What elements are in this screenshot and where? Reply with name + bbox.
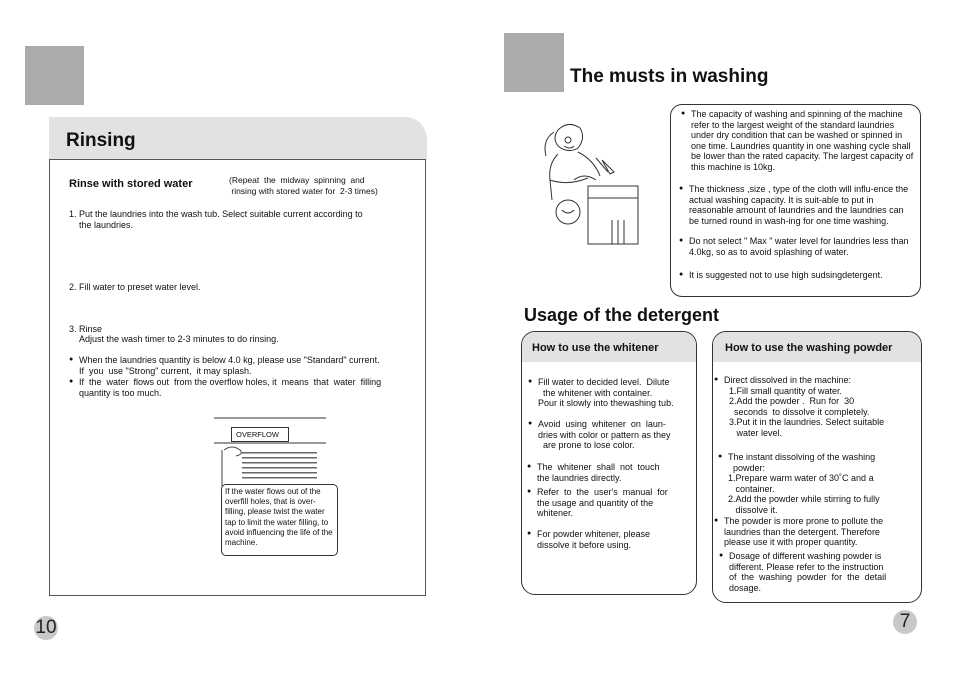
right-page-number: 7: [899, 611, 911, 632]
rinse-step-3-title: 3. Rinse: [69, 324, 103, 334]
rinsing-title: Rinsing: [66, 130, 136, 151]
musts-item-max-level: ● Do not select " Max " water level for laundries less than 4.0kg, so as to avoid splashing of water.: [689, 236, 911, 257]
rinse-bullet-overflow: ● If the water flows out from the overflow holes, it means that water filling quantity is too much.: [79, 377, 381, 398]
right-gray-square: [504, 33, 564, 92]
powder-item-pollute: ● The powder is more prone to pollute the laundries than the detergent. Therefore please use it with proper quantity.: [724, 516, 883, 548]
rinse-bullet-standard-current: ● When the laundries quantity is below 4.0 kg, please use "Standard" current. If you use "Strong" current, it may splash.: [79, 355, 380, 376]
left-page-number: 10: [35, 617, 57, 638]
rinse-step-1: 1. Put the laundries into the wash tub. Select suitable current according to the laundries.: [69, 209, 363, 230]
powder-header: How to use the washing powder: [725, 342, 893, 354]
musts-item-sudsing: ● It is suggested not to use high sudsingdetergent.: [689, 270, 917, 281]
rinse-repeat-note: (Repeat the midway spinning and rinsing with stored water for 2-3 times): [229, 175, 378, 196]
musts-title: The musts in washing: [570, 66, 769, 87]
rinse-step-3-body: Adjust the wash timer to 2-3 minutes to do rinsing.: [79, 334, 279, 344]
powder-item-instant: ● The instant dissolving of the washing powder: 1.Prepare warm water of 30˚C and a container. 2.Add the powder while stirring to fully dissolve it.: [728, 452, 880, 515]
powder-item-direct: ● Direct dissolved in the machine: 1.Fill small quantity of water. 2.Add the powder . Run for 30 seconds to dissolve it completely. 3.Put it in the laundries. Select suitable water level.: [724, 375, 884, 438]
right-page-number-circle: [893, 610, 917, 634]
whitener-item-not-touch: ● The whitener shall not touch the laundries directly.: [537, 462, 660, 483]
musts-item-capacity: ● The capacity of washing and spinning of the machine refer to the largest weight of the standard laundries under dry condition that can be washed or spinned in one time. Laundries quantity in one washing cycle shall be lower than the rated capacity. The largest capacity of this machine is 10kg.: [691, 109, 915, 172]
musts-item-thickness: ● The thickness ,size , type of the cloth will influ-ence the actual washing capacity. It is suit-able to put in reasonable amount of laundries and the laundries can be turned round in wash-ing for one time washing.: [689, 184, 915, 226]
left-gray-square: [25, 46, 84, 105]
whitener-item-avoid: ● Avoid using whitener on laun- dries with color or pattern as they are prone to lose color.: [538, 419, 671, 451]
rinse-step-2: 2. Fill water to preset water level.: [69, 282, 201, 292]
whitener-header: How to use the whitener: [532, 342, 659, 354]
woman-washing-illustration: [528, 120, 648, 250]
detergent-title: Usage of the detergent: [524, 305, 720, 325]
left-page-number-circle: [34, 616, 58, 640]
overflow-note: If the water flows out of the overfill holes, that is over-filling, please twist the water tap to limit the water filling, to avoid influencing the life of the machine.: [225, 487, 333, 548]
overflow-label: OVERFLOW: [236, 430, 279, 439]
rinse-stored-water-heading: Rinse with stored water: [69, 178, 193, 190]
powder-item-dosage: ● Dosage of different washing powder is different. Please refer to the instruction of the washing powder for the detail dosage.: [729, 551, 886, 593]
whitener-item-manual: ● Refer to the user's manual for the usage and quantity of the whitener.: [537, 487, 668, 519]
whitener-item-powder: ● For powder whitener, please dissolve it before using.: [537, 529, 650, 550]
whitener-item-fill: ● Fill water to decided level. Dilute the whitener with container. Pour it slowly into thewashing tub.: [538, 377, 674, 409]
